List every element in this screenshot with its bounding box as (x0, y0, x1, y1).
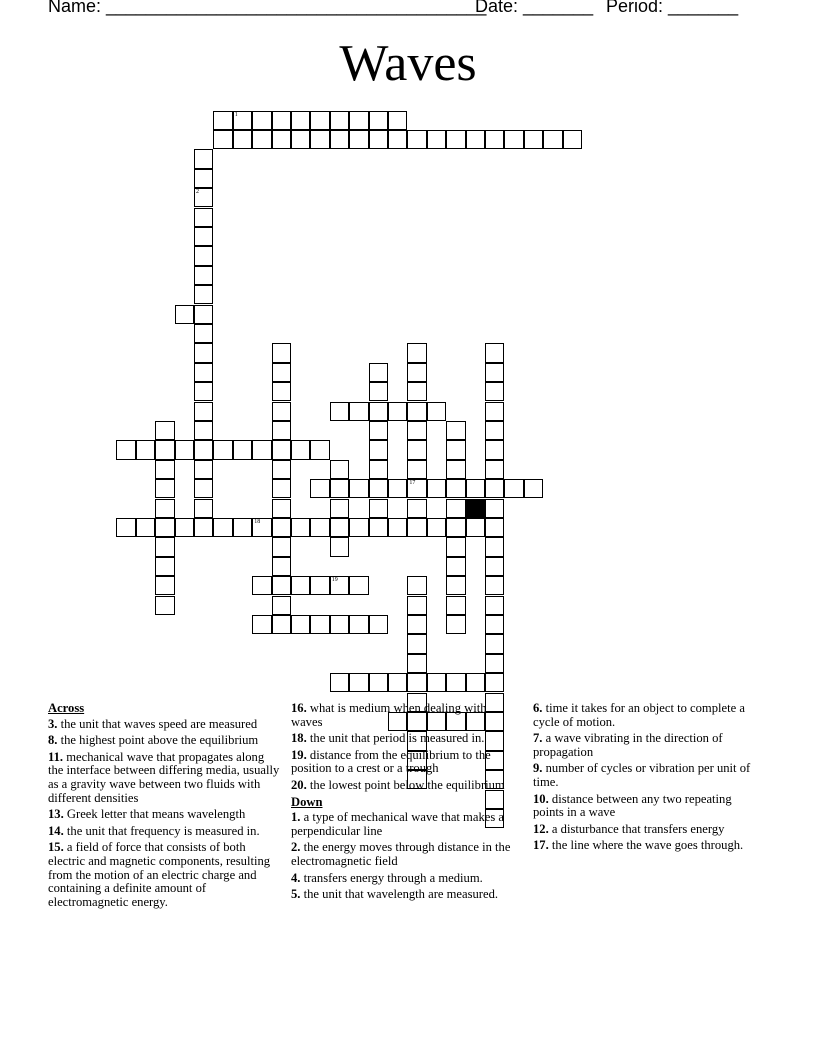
grid-cell[interactable] (252, 111, 271, 130)
grid-cell[interactable] (252, 518, 271, 537)
grid-cell[interactable] (369, 615, 388, 634)
clue-down-4: 4. transfers energy through a medium. (291, 870, 483, 885)
grid-cell[interactable] (155, 499, 174, 518)
clue-across-13: 13. Greek letter that means wavelength (48, 807, 246, 822)
grid-cell[interactable] (272, 343, 291, 362)
grid-cell[interactable] (310, 479, 329, 498)
grid-cell[interactable] (485, 479, 504, 498)
grid-cell[interactable] (427, 673, 446, 692)
grid-cell[interactable] (485, 382, 504, 401)
clue-number: 19 (331, 577, 338, 584)
grid-cell[interactable] (407, 615, 426, 634)
grid-cell[interactable] (349, 130, 368, 149)
grid-cell[interactable] (272, 440, 291, 459)
grid-cell[interactable] (330, 576, 349, 595)
grid-cell[interactable] (310, 440, 329, 459)
grid-cell[interactable] (233, 111, 252, 130)
grid-cell[interactable] (446, 673, 465, 692)
grid-cell[interactable] (272, 363, 291, 382)
grid-cell[interactable] (369, 440, 388, 459)
clue-across-19: 19. distance from the equilibrium to the position to a crest or a trough (291, 747, 491, 776)
grid-cell[interactable] (446, 130, 465, 149)
date-field[interactable]: Date: _______ (475, 0, 594, 16)
grid-cell[interactable] (155, 479, 174, 498)
grid-cell[interactable] (252, 615, 271, 634)
grid-cell[interactable] (485, 673, 504, 692)
grid-cell[interactable] (272, 537, 291, 556)
grid-cell[interactable] (407, 673, 426, 692)
grid-cell[interactable] (543, 130, 562, 149)
grid-cell[interactable] (369, 382, 388, 401)
grid-cell[interactable] (330, 537, 349, 556)
grid-cell[interactable] (155, 460, 174, 479)
grid-cell[interactable] (388, 518, 407, 537)
grid-cell[interactable] (330, 479, 349, 498)
grid-cell[interactable] (330, 130, 349, 149)
grid-cell[interactable] (369, 460, 388, 479)
clue-down-6: 6. time it takes for an object to complete a cycle of motion. (533, 701, 745, 729)
grid-cell[interactable] (504, 130, 523, 149)
grid-cell[interactable] (272, 382, 291, 401)
grid-cell[interactable] (330, 499, 349, 518)
grid-cell[interactable] (485, 440, 504, 459)
grid-cell[interactable] (194, 479, 213, 498)
grid-cell[interactable] (407, 460, 426, 479)
clue-across-8: 8. the highest point above the equilibrium (48, 733, 259, 748)
grid-cell[interactable] (524, 479, 543, 498)
grid-cell[interactable] (388, 479, 407, 498)
name-field[interactable]: Name: ______________________________________ (48, 0, 487, 16)
grid-cell[interactable] (524, 130, 543, 149)
grid-cell[interactable] (155, 537, 174, 556)
grid-cell[interactable] (407, 343, 426, 362)
grid-cell[interactable] (272, 518, 291, 537)
grid-cell[interactable] (291, 440, 310, 459)
grid-cell[interactable] (485, 460, 504, 479)
clue-down-5: 5. the unit that wavelength are measured. (291, 887, 499, 902)
grid-cell[interactable] (466, 130, 485, 149)
grid-cell[interactable] (116, 518, 135, 537)
grid-cell[interactable] (155, 518, 174, 537)
grid-cell[interactable] (485, 518, 504, 537)
grid-cell[interactable] (330, 111, 349, 130)
grid-cell[interactable] (194, 285, 213, 304)
grid-cell[interactable] (407, 518, 426, 537)
grid-cell[interactable] (194, 188, 213, 207)
grid-cell[interactable] (136, 440, 155, 459)
grid-cell[interactable] (272, 479, 291, 498)
grid-cell[interactable] (427, 518, 446, 537)
clue-across-15: 15. a field of force that consists of both electric and magnetic components, resulting from the motion of an electric charge and containing a definite amount of electromagnetic energy. (48, 840, 271, 909)
grid-cell[interactable] (155, 576, 174, 595)
clue-across-14: 14. the unit that frequency is measured in. (48, 823, 260, 838)
grid-cell[interactable] (369, 363, 388, 382)
grid-cell[interactable] (252, 576, 271, 595)
grid-cell[interactable] (330, 460, 349, 479)
grid-cell[interactable] (349, 518, 368, 537)
grid-cell[interactable] (407, 479, 426, 498)
grid-cell[interactable] (446, 479, 465, 498)
grid-cell[interactable] (388, 111, 407, 130)
grid-cell[interactable] (485, 363, 504, 382)
grid-cell[interactable] (252, 440, 271, 459)
period-field[interactable]: Period: _______ (606, 0, 739, 16)
grid-cell[interactable] (388, 130, 407, 149)
grid-cell[interactable] (175, 305, 194, 324)
grid-cell[interactable] (407, 421, 426, 440)
grid-cell[interactable] (291, 518, 310, 537)
grid-cell[interactable] (407, 576, 426, 595)
grid-cell[interactable] (194, 266, 213, 285)
grid-cell[interactable] (446, 460, 465, 479)
grid-cell[interactable] (330, 673, 349, 692)
grid-cell[interactable] (427, 130, 446, 149)
clue-down-2: 2. the energy moves through distance in the electromagnetic field (291, 840, 511, 868)
grid-cell[interactable] (369, 421, 388, 440)
grid-cell[interactable] (446, 537, 465, 556)
grid-cell[interactable] (272, 130, 291, 149)
grid-cell[interactable] (485, 576, 504, 595)
grid-cell[interactable] (233, 518, 252, 537)
grid-cell[interactable] (272, 421, 291, 440)
clues-column-3 (533, 702, 759, 856)
grid-cell[interactable] (272, 596, 291, 615)
grid-cell[interactable] (310, 111, 329, 130)
grid-cell[interactable] (466, 673, 485, 692)
grid-cell[interactable] (272, 402, 291, 421)
grid-cell[interactable] (407, 596, 426, 615)
grid-cell[interactable] (272, 111, 291, 130)
down-heading: Down (291, 794, 323, 809)
grid-cell[interactable] (369, 518, 388, 537)
grid-cell[interactable] (272, 499, 291, 518)
clue-across-3: 3. the unit that waves speed are measured (48, 716, 258, 731)
grid-cell[interactable] (369, 402, 388, 421)
grid-cell[interactable] (349, 111, 368, 130)
grid-cell[interactable] (446, 518, 465, 537)
clues-column-1 (48, 702, 281, 912)
grid-cell[interactable] (155, 440, 174, 459)
grid-cell[interactable] (485, 499, 504, 518)
grid-cell[interactable] (310, 130, 329, 149)
grid-cell[interactable] (446, 421, 465, 440)
grid-cell[interactable] (194, 246, 213, 265)
grid-cell[interactable] (485, 615, 504, 634)
clue-number: 17 (409, 480, 416, 487)
grid-cell[interactable] (407, 363, 426, 382)
grid-cell[interactable] (349, 615, 368, 634)
grid-cell[interactable] (427, 479, 446, 498)
grid-cell[interactable] (485, 596, 504, 615)
clue-down-12: 12. a disturbance that transfers energy (533, 821, 725, 836)
grid-cell[interactable] (213, 130, 232, 149)
grid-cell[interactable] (563, 130, 582, 149)
grid-cell[interactable] (349, 402, 368, 421)
grid-cell[interactable] (136, 518, 155, 537)
grid-cell[interactable] (485, 557, 504, 576)
grid-cell[interactable] (369, 479, 388, 498)
grid-cell[interactable] (369, 130, 388, 149)
grid-cell[interactable] (485, 537, 504, 556)
grid-cell[interactable] (466, 479, 485, 498)
grid-cell[interactable] (330, 615, 349, 634)
clue-down-9: 9. number of cycles or vibration per unit of time. (533, 761, 751, 789)
grid-cell[interactable] (194, 421, 213, 440)
grid-cell[interactable] (407, 634, 426, 653)
grid-cell[interactable] (330, 402, 349, 421)
grid-cell[interactable] (175, 440, 194, 459)
grid-cell[interactable] (446, 596, 465, 615)
grid-cell[interactable] (388, 673, 407, 692)
grid-cell[interactable] (213, 518, 232, 537)
grid-cell[interactable] (194, 149, 213, 168)
clue-across-18: 18. the unit that period is measured in. (291, 731, 485, 746)
clue-across-11: 11. mechanical wave that propagates along the interface between differing media, usually as a gravity wave between two fluids with different densities (48, 749, 280, 805)
grid-cell[interactable] (175, 518, 194, 537)
grid-cell[interactable] (194, 363, 213, 382)
across-heading: Across (48, 701, 85, 715)
clue-number: 1 (234, 111, 238, 118)
clues-column-2 (291, 702, 517, 905)
grid-cell[interactable] (446, 615, 465, 634)
grid-cell[interactable] (194, 169, 213, 188)
clue-down-1: 1. a type of mechanical wave that makes a perpendicular line (291, 810, 504, 838)
grid-cell[interactable] (194, 208, 213, 227)
grid-cell[interactable] (369, 499, 388, 518)
clue-down-10: 10. distance between any two repeating points in a wave (533, 791, 732, 820)
grid-cell[interactable] (213, 111, 232, 130)
grid-cell[interactable] (446, 557, 465, 576)
grid-cell[interactable] (291, 615, 310, 634)
clue-across-16: 16. what is medium when dealing with waves (291, 701, 487, 729)
grid-cell[interactable] (466, 518, 485, 537)
grid-cell[interactable] (310, 518, 329, 537)
grid-cell[interactable] (427, 402, 446, 421)
grid-cell[interactable] (155, 557, 174, 576)
clue-number: 18 (254, 518, 261, 525)
grid-cell[interactable] (194, 499, 213, 518)
grid-cell[interactable] (407, 654, 426, 673)
grid-cell[interactable] (330, 518, 349, 537)
grid-cell[interactable] (349, 673, 368, 692)
grid-cell[interactable] (291, 576, 310, 595)
grid-cell[interactable] (194, 343, 213, 362)
grid-cell[interactable] (291, 111, 310, 130)
grid-cell[interactable] (291, 130, 310, 149)
grid-cell[interactable] (213, 440, 232, 459)
grid-cell[interactable] (194, 402, 213, 421)
grid-cell[interactable] (485, 654, 504, 673)
grid-cell[interactable] (155, 596, 174, 615)
grid-cell[interactable] (407, 130, 426, 149)
grid-cell[interactable] (194, 382, 213, 401)
grid-cell[interactable] (485, 130, 504, 149)
grid-cell[interactable] (116, 440, 135, 459)
grid-cell[interactable] (194, 305, 213, 324)
grid-cell[interactable] (504, 479, 523, 498)
grid-cell[interactable] (407, 499, 426, 518)
grid-cell[interactable] (485, 421, 504, 440)
grid-cell[interactable] (272, 557, 291, 576)
clue-down-17: 17. the line where the wave goes through. (533, 838, 744, 853)
grid-cell[interactable] (485, 343, 504, 362)
grid-cell[interactable] (272, 576, 291, 595)
grid-cell[interactable] (252, 130, 271, 149)
grid-cell[interactable] (194, 460, 213, 479)
grid-cell[interactable] (349, 479, 368, 498)
grid-cell[interactable] (194, 440, 213, 459)
grid-cell[interactable] (407, 402, 426, 421)
grid-cell[interactable] (310, 576, 329, 595)
grid-cell[interactable] (446, 499, 465, 518)
grid-cell[interactable] (233, 130, 252, 149)
grid-cell[interactable] (446, 576, 465, 595)
clue-number: 2 (196, 189, 199, 196)
grid-cell[interactable] (194, 227, 213, 246)
grid-cell[interactable] (485, 402, 504, 421)
grid-cell[interactable] (310, 615, 329, 634)
grid-cell[interactable] (194, 324, 213, 343)
grid-cell[interactable] (407, 382, 426, 401)
grid-cell[interactable] (272, 615, 291, 634)
grid-cell[interactable] (349, 576, 368, 595)
grid-cell[interactable] (446, 440, 465, 459)
clue-across-20: 20. the lowest point below the equilibrium (291, 777, 505, 792)
grid-cell[interactable] (233, 440, 252, 459)
black-cell (466, 499, 485, 518)
grid-cell[interactable] (485, 634, 504, 653)
grid-cell[interactable] (388, 402, 407, 421)
page-title: Waves (339, 35, 477, 92)
grid-cell[interactable] (272, 460, 291, 479)
grid-cell[interactable] (407, 440, 426, 459)
grid-cell[interactable] (369, 673, 388, 692)
grid-cell[interactable] (194, 518, 213, 537)
clue-down-7: 7. a wave vibrating in the direction of propagation (533, 731, 723, 759)
grid-cell[interactable] (369, 111, 388, 130)
grid-cell[interactable] (155, 421, 174, 440)
